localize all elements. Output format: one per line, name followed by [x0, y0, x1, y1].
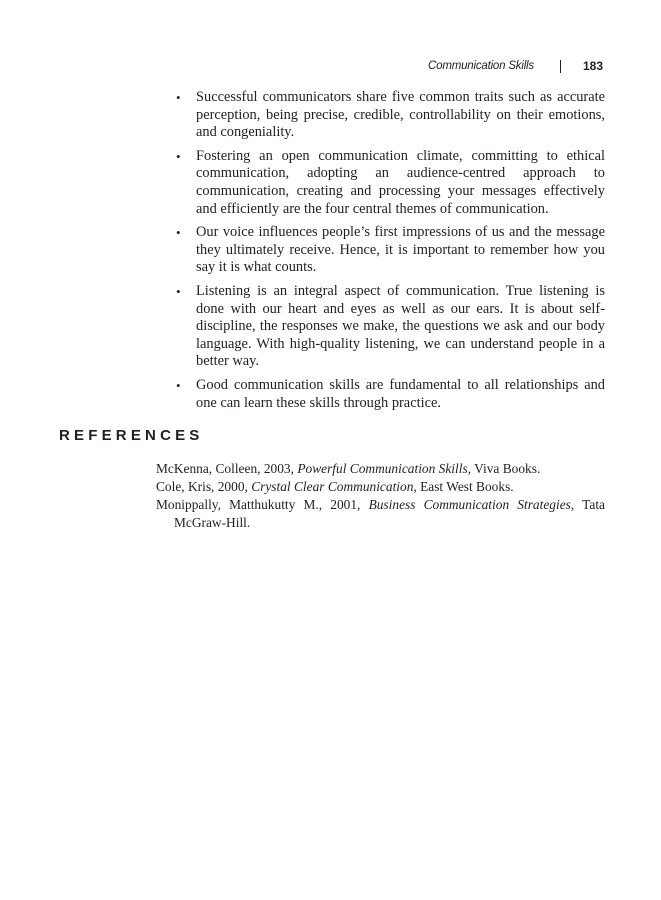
- reference-item: [156, 460, 605, 478]
- reference-publisher: , Viva Books.: [467, 461, 541, 476]
- reference-title: Business Communication Strategies: [368, 497, 571, 512]
- bullet-text: Our voice influences people’s first impressions of us and the message they ultimately receive. Hence, it is important to remember how you say it is what counts.: [196, 224, 605, 276]
- reference-author: McKenna, Colleen, 2003,: [156, 461, 298, 476]
- summary-bullet-list: [172, 89, 605, 418]
- references-list: [156, 460, 605, 532]
- bullet-item: [172, 377, 605, 412]
- reference-item: [156, 496, 605, 532]
- bullet-text: Listening is an integral aspect of communication. True listening is done with our heart and eyes as well as our ears. It is about self-discipline, the responses we make, the questions we ask and our body language. With high-quality listening, we can understand people in a better way.: [196, 282, 605, 370]
- bullet-marker: •: [176, 225, 181, 241]
- reference-publisher: , Tata McGraw-Hill.: [174, 497, 605, 530]
- bullet-marker: •: [176, 90, 181, 105]
- bullet-item: [172, 224, 605, 277]
- reference-author: Monippally, Matthukutty M., 2001,: [156, 497, 369, 512]
- header-separator: [560, 60, 561, 73]
- reference-author: Cole, Kris, 2000,: [156, 479, 252, 494]
- bullet-text: Good communication skills are fundamental to all relationships and one can learn these skills through practice.: [196, 376, 605, 411]
- reference-title: Powerful Communication Skills: [297, 461, 468, 476]
- bullet-marker: •: [176, 148, 181, 164]
- bullet-item: [172, 283, 605, 371]
- bullet-text: Fostering an open communication climate, committing to ethical communication, adopting an audience-centred approach to communication, creating and processing your messages effectively and efficiently are the four central themes of communication.: [196, 147, 605, 217]
- bullet-marker: •: [176, 283, 181, 299]
- running-header: [428, 58, 603, 74]
- bullet-item: [172, 89, 605, 142]
- bullet-item: [172, 148, 605, 218]
- page-number: 183: [582, 59, 603, 73]
- reference-item: [156, 478, 605, 496]
- bullet-marker: •: [176, 377, 181, 393]
- bullet-text: Successful communicators share five common traits such as accurate perception, being precise, credible, controllability on their emotions, and congeniality.: [196, 89, 605, 141]
- reference-title: Crystal Clear Communication: [251, 479, 414, 494]
- references-heading: REFERENCES: [59, 427, 204, 444]
- running-head-section-title: Communication Skills: [428, 60, 534, 72]
- reference-publisher: , East West Books.: [413, 479, 514, 494]
